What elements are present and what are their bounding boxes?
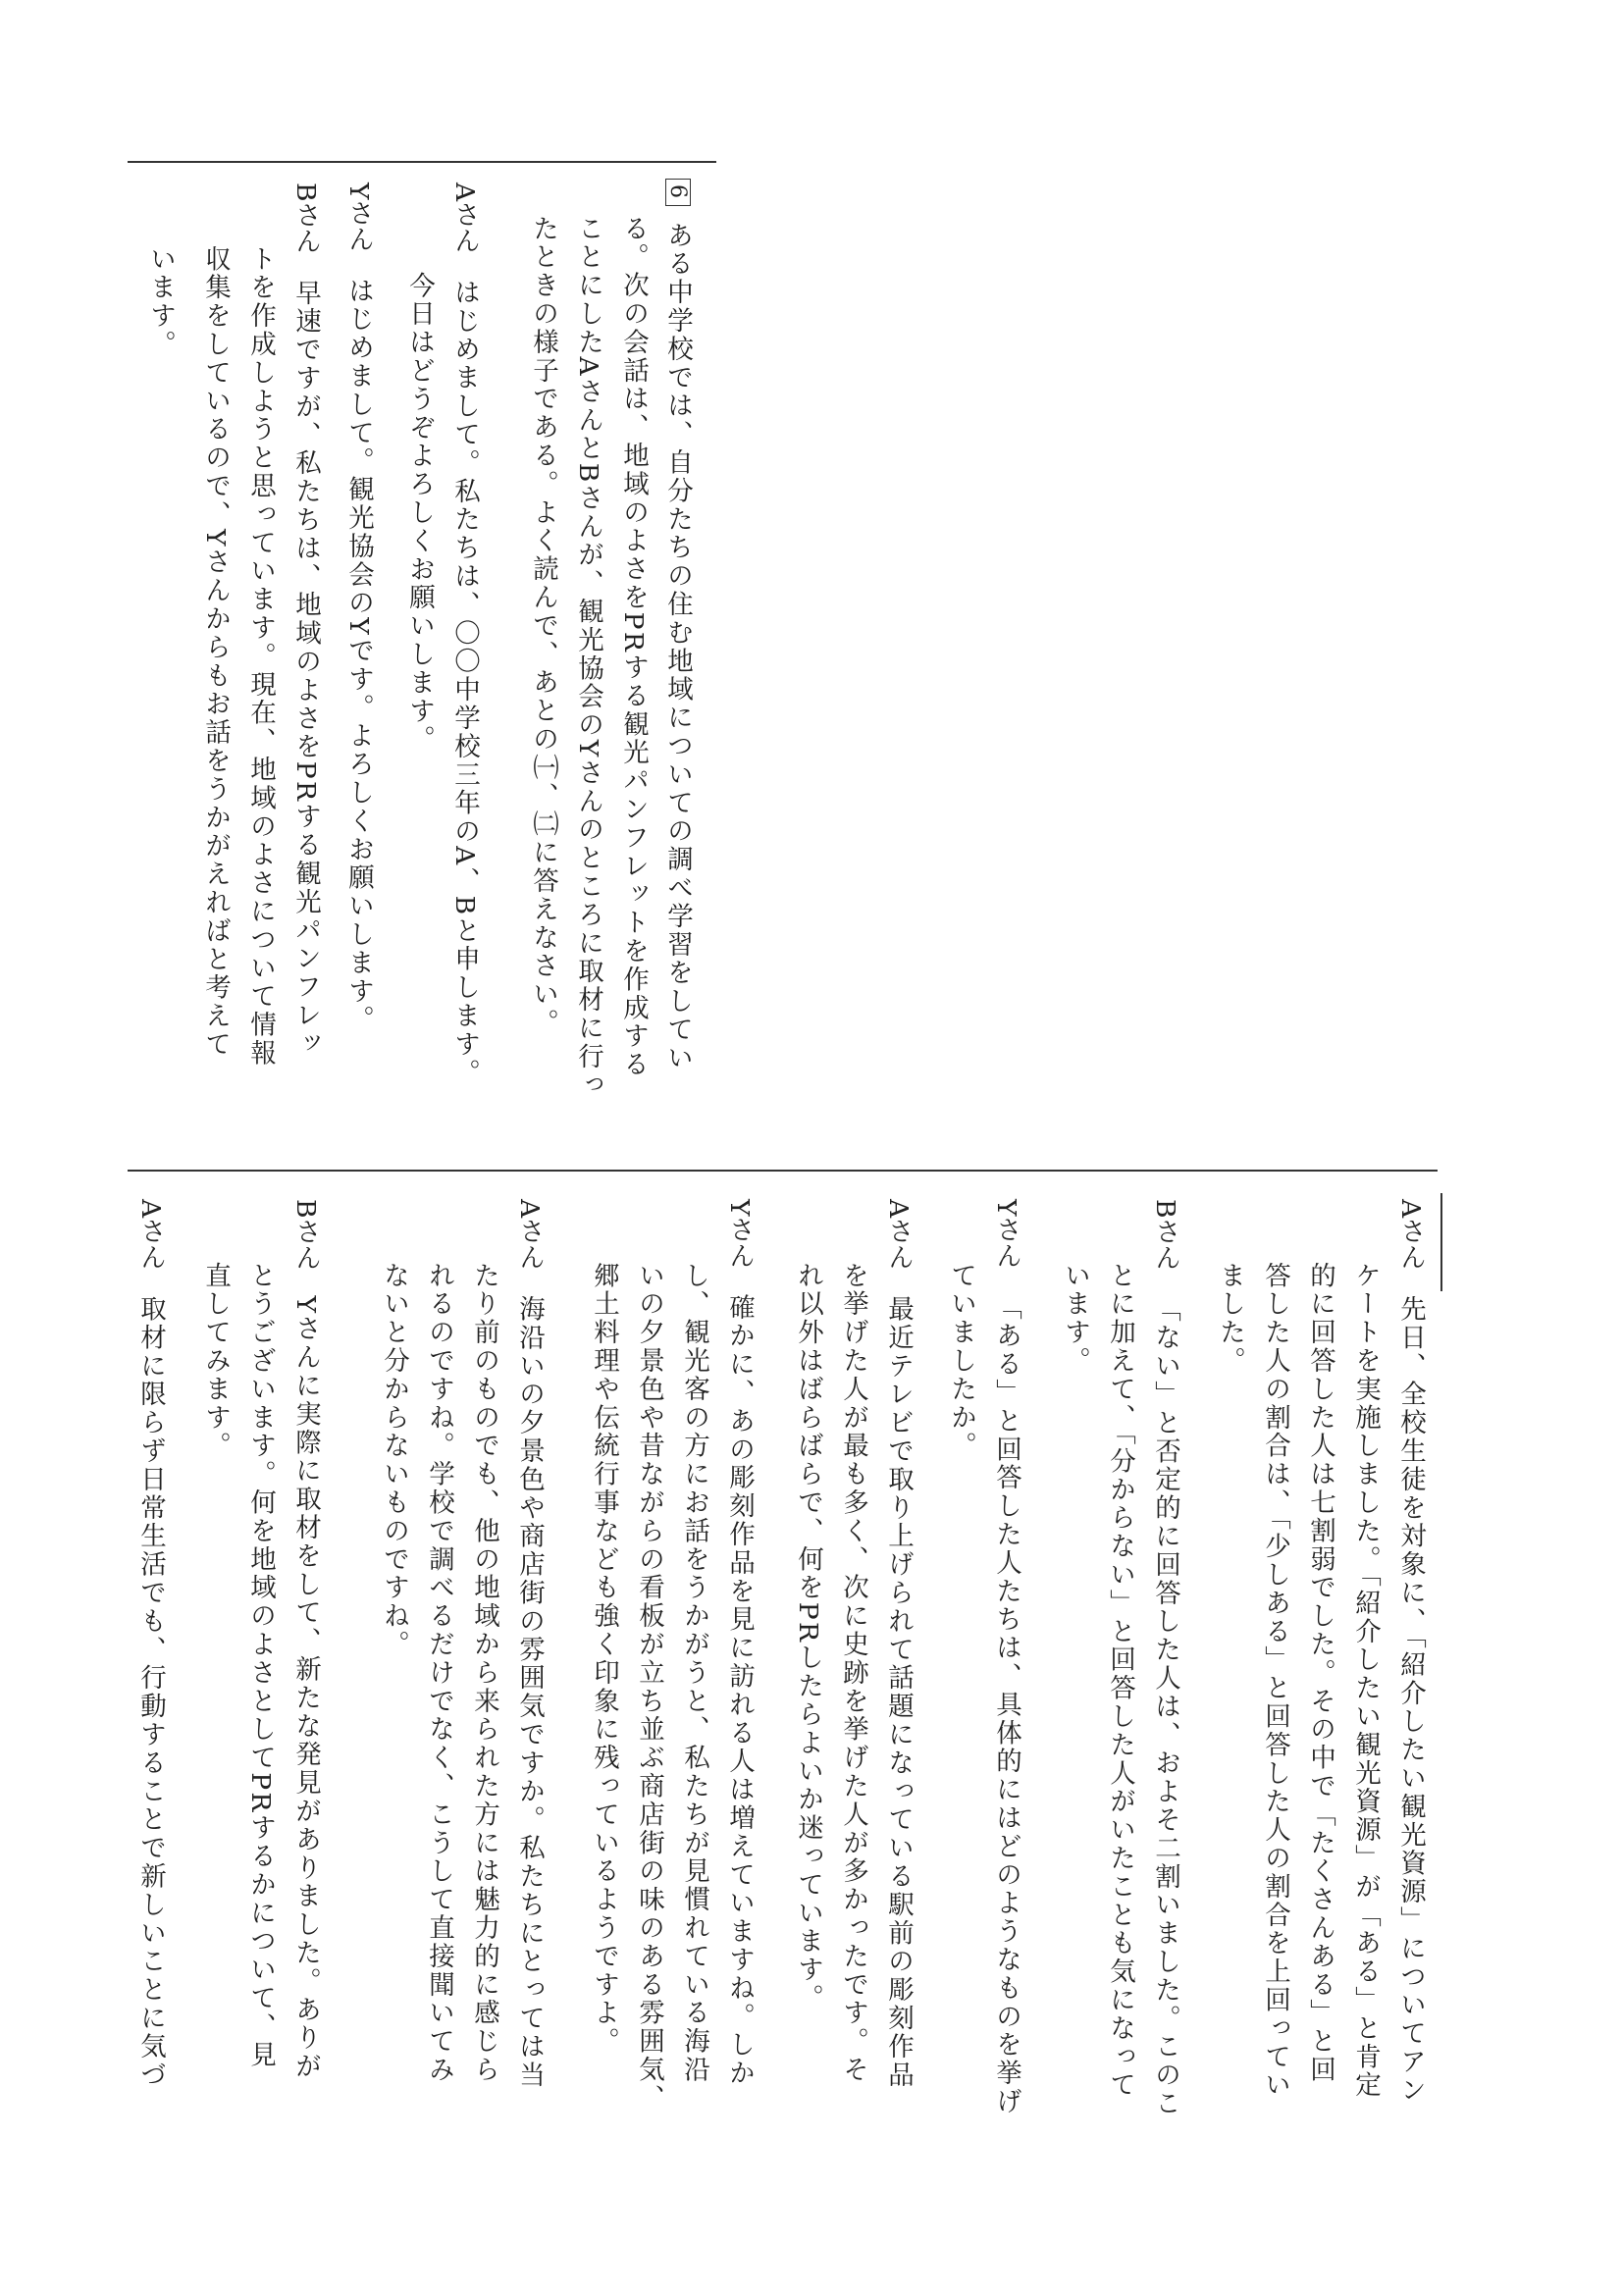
speaker-label: Bさん	[290, 183, 321, 254]
top-b-line-3: 収集をしているので、Yさんからもお話をうかがえればと考えて	[200, 245, 231, 1060]
speaker-label: Yさん	[991, 1199, 1021, 1269]
top-a-line-2: 今日はどうぞよろしくお願いします。	[404, 272, 435, 755]
speaker-label: Aさん	[449, 183, 480, 254]
bottom-a3-line-3: れるのですね。学校で調べるだけでなく、こうして直接聞いてみ	[424, 1262, 454, 2085]
bottom-a1-line-2: ケートを実施しました。「紹介したい観光資源」が「ある」と肯定	[1350, 1262, 1381, 2100]
bottom-a1-line-3: 的に回答した人は七割弱でした。その中で「たくさんある」と回	[1305, 1262, 1335, 2085]
bottom-b2-line-2: とうございます。何を地域のよさとしてPRするかについて、見	[245, 1262, 276, 2069]
speaker-label: Aさん	[883, 1199, 914, 1271]
bottom-a3-line-1: Aさん海沿いの夕景色や商店街の雰囲気ですか。私たちにとっては当	[514, 1199, 545, 2090]
bottom-b2-line-1: BさんYさんに実際に取材をして、新たな発見がありました。ありが	[290, 1199, 321, 2081]
speaker-label: Bさん	[290, 1199, 321, 1271]
speaker-label: Aさん	[514, 1199, 545, 1271]
bottom-a2-line-1: Aさん最近テレビで取り上げられて話題になっている駅前の彫刻作品	[883, 1199, 914, 2090]
bottom-a1-line-4: 答した人の割合は、「少しある」と回答した人の割合を上回ってい	[1260, 1262, 1290, 2100]
bottom-y2-line-1: Yさん確かに、あの彫刻作品を見に訪れる人は増えていますね。しか	[724, 1199, 755, 2088]
bottom-a1-line-5: ました。	[1215, 1262, 1245, 1376]
speaker-label: Yさん	[343, 183, 374, 252]
intro-line-4: たときの様子である。よく読んで、あとの㈠、㈡に答えなさい。	[528, 215, 558, 1038]
intro-line-3: ことにしたAさんとBさんが、観光協会のYさんのところに取材に行っ	[573, 215, 603, 1100]
bottom-a3-line-4: ないと分からないものですね。	[379, 1262, 409, 1659]
top-b-line-4: います。	[145, 245, 176, 359]
bottom-a1-line-1: Aさん先日、全校生徒を対象に、「紹介したい観光資源」についてアン	[1395, 1199, 1426, 2105]
top-b-line-1: Bさん早速ですが、私たちは、地域のよさをPRする観光パンフレッ	[290, 183, 321, 1059]
top-a-line-1: Aさんはじめまして。私たちは、〇〇中学校三年のA、Bと申します。	[449, 183, 480, 1087]
bottom-a2-line-3: れ以外はばらばらで、何をPRしたらよいか迷っています。	[793, 1262, 823, 2013]
intro-line-1: 6ある中学校では、自分たちの住む地域についての調べ学習をしてい	[661, 179, 691, 1072]
speaker-label: Aさん	[135, 1199, 166, 1271]
bottom-y2-line-2: し、観光客の方にお話をうかがうと、私たちが見慣れている海沿	[679, 1262, 709, 2085]
top-b-line-2: トを作成しようと思っています。現在、地域のよさについて情報	[245, 245, 276, 1069]
bottom-y1-line-1: Yさん「ある」と回答した人たちは、具体的にはどのようなものを挙げ	[991, 1199, 1021, 2116]
question-number: 6	[665, 179, 691, 206]
bottom-a2-line-2: を挙げた人が最も多く、次に史跡を挙げた人が多かったです。そ	[838, 1262, 868, 2085]
bottom-b1-line-3: います。	[1060, 1262, 1090, 1376]
speaker-label: Yさん	[724, 1199, 755, 1269]
bottom-b1-line-2: とに加えて、「分からない」と回答した人がいたことも気になって	[1105, 1262, 1135, 2100]
bottom-y2-line-3: いの夕景色や昔ながらの看板が立ち並ぶ商店街の味のある雰囲気、	[634, 1262, 664, 2113]
middle-divider	[128, 1170, 1438, 1172]
top-y-line-1: Yさんはじめまして。観光協会のYです。よろしくお願いします。	[343, 183, 374, 1034]
speaker-label: Bさん	[1150, 1199, 1180, 1271]
margin-bracket	[1433, 1193, 1442, 1291]
bottom-a4-line-1: Aさん取材に限らず日常生活でも、行動することで新しいことに気づ	[135, 1199, 166, 2090]
bottom-a3-line-2: たり前のものでも、他の地域から来られた方には魅力的に感じら	[469, 1262, 499, 2085]
intro-line-2: る。次の会話は、地域のよさをPRする観光パンフレットを作成する	[618, 215, 649, 1079]
top-divider	[128, 161, 716, 163]
speaker-label: Aさん	[1395, 1199, 1426, 1271]
bottom-b2-line-3: 直してみます。	[200, 1262, 231, 1461]
bottom-y2-line-4: 郷土料理や伝統行事なども強く印象に残っているようですよ。	[589, 1262, 619, 2057]
bottom-y1-line-2: ていましたか。	[946, 1262, 976, 1461]
bottom-b1-line-1: Bさん「ない」と否定的に回答した人は、およそ二割いました。このこ	[1150, 1199, 1180, 2118]
